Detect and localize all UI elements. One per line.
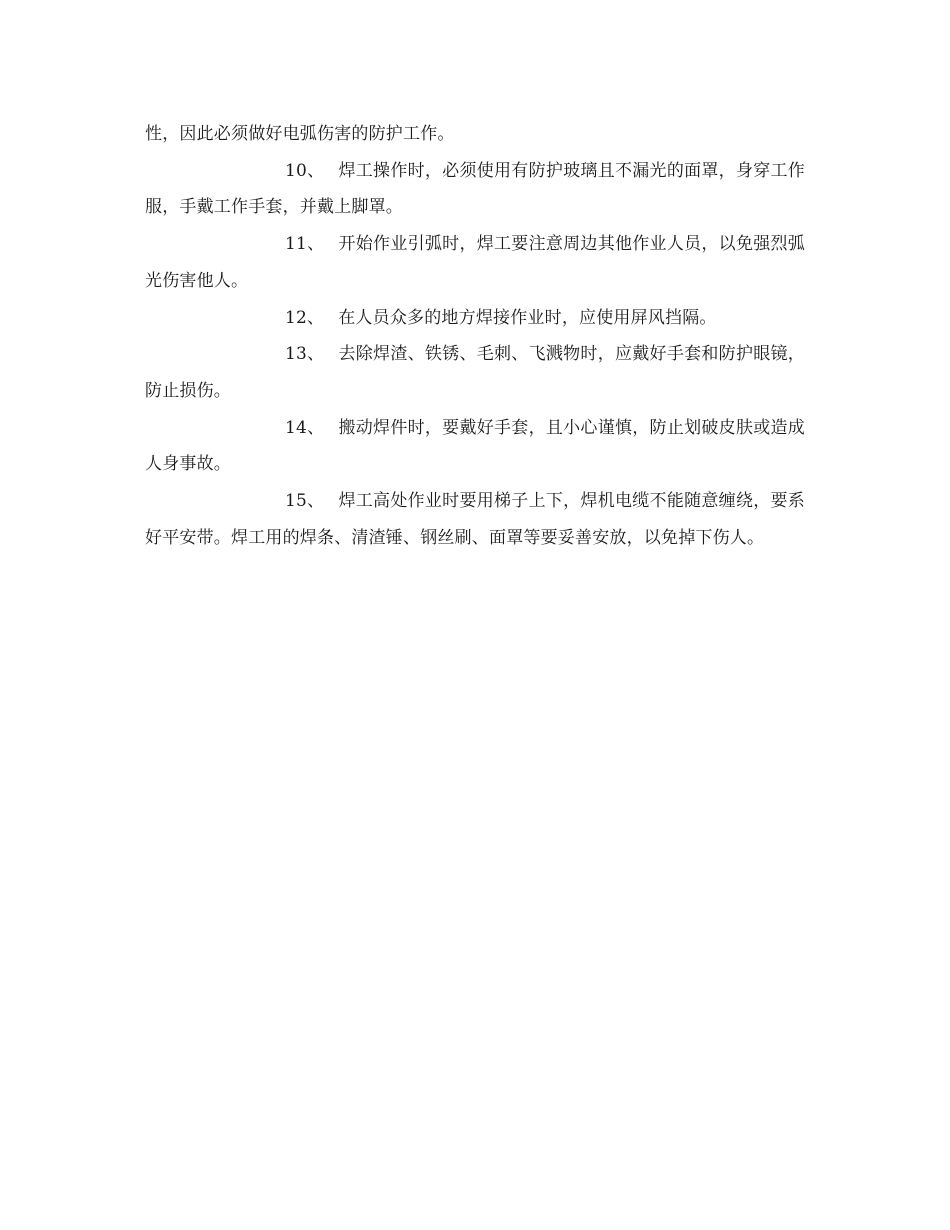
item-text: 焊工操作时，必须使用有防护玻璃且不漏光的面罩，身穿工作服，手戴工作手套，并戴上脚罩。 xyxy=(145,160,806,218)
document-body xyxy=(145,116,805,556)
list-item-12 xyxy=(145,300,805,337)
item-number: 12、 xyxy=(285,307,325,328)
item-text: 搬动焊件时，要戴好手套，且小心谨慎，防止划破皮肤或造成人身事故。 xyxy=(145,417,806,475)
item-text: 焊工高处作业时要用梯子上下，焊机电缆不能随意缠绕，要系好平安带。焊工用的焊条、清渣锤、钢丝刷、面罩等要妥善安放，以免掉下伤人。 xyxy=(145,491,806,548)
list-item-15 xyxy=(145,483,805,556)
list-item-14 xyxy=(145,410,805,483)
item-number: 10、 xyxy=(285,160,325,181)
list-item-10 xyxy=(145,153,805,226)
continuation-paragraph: 性，因此必须做好电弧伤害的防护工作。 xyxy=(145,124,455,144)
item-number: 13、 xyxy=(285,344,325,365)
item-text: 去除焊渣、铁锈、毛刺、飞溅物时，应戴好手套和防护眼镜，防止损伤。 xyxy=(145,344,806,401)
list-item-11 xyxy=(145,226,805,299)
item-number: 11、 xyxy=(285,234,325,255)
item-text: 在人员众多的地方焊接作业时，应使用屏风挡隔。 xyxy=(338,307,717,328)
item-number: 15、 xyxy=(285,491,325,512)
item-number: 14、 xyxy=(285,417,325,438)
list-item-13 xyxy=(145,336,805,409)
item-text: 开始作业引弧时，焊工要注意周边其他作业人员，以免强烈弧光伤害他人。 xyxy=(145,234,806,291)
